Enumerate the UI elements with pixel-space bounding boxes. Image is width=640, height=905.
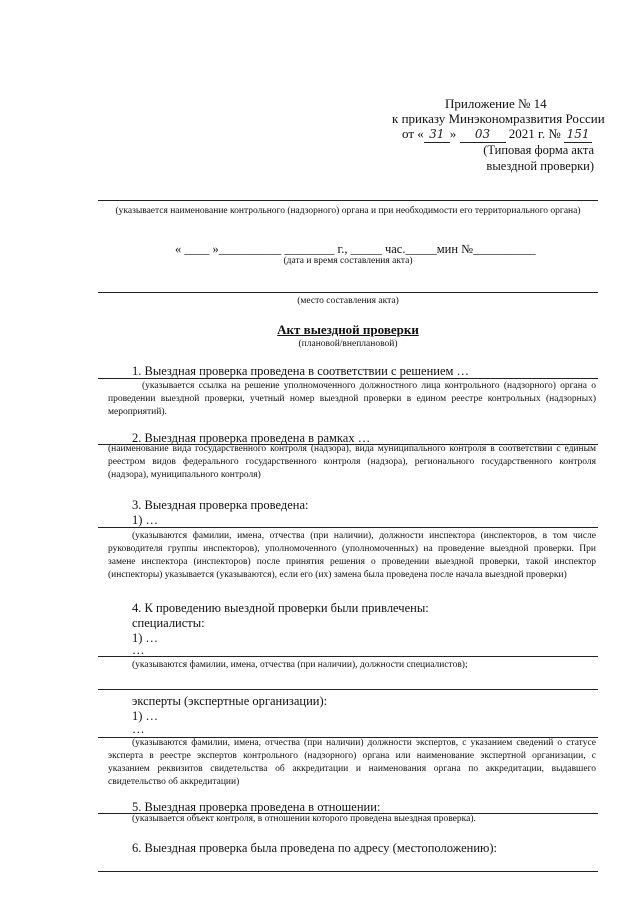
place-line xyxy=(98,292,598,293)
section4-expert-ellipsis: … xyxy=(132,722,145,736)
section1-caption: (указывается ссылка на решение уполномоченного должностного лица контрольного (надзорного) органа о проведении выездной проверки, учетный номер выездной проверки в едином реестре контрольных (надзорных) мероприятий). xyxy=(108,381,596,417)
datetime-caption: (дата и время составления акта) xyxy=(283,256,413,266)
section3-line xyxy=(98,527,598,528)
section3-title: 3. Выездная проверка проведена: xyxy=(132,498,309,512)
section4-specialists-caption: (указываются фамилии, имена, отчества (при наличии), должности специалистов); xyxy=(132,660,468,670)
section6-line xyxy=(98,871,598,872)
order-number: 151 xyxy=(564,127,592,143)
form-note xyxy=(434,142,594,174)
order-date xyxy=(402,126,592,143)
date-prefix: от « xyxy=(402,126,424,141)
section2-caption: (наименование вида государственного контроля (надзора), вида муниципального контроля в соответствии с единым реестром видов федерального государственного контроля (надзора), регионального государственного контроля (надзора), муниципального контроля) xyxy=(108,444,596,480)
form-note-line1: (Типовая форма акта xyxy=(483,143,594,157)
section4-title: 4. К проведению выездной проверки были привлечены: xyxy=(132,601,429,615)
section6-title: 6. Выездная проверка была проведена по адресу (местоположению): xyxy=(132,841,498,855)
section4-specialist-item1: 1) … xyxy=(132,631,159,645)
act-title: Акт выездной проверки xyxy=(277,322,419,337)
date-year: 2021 г. № xyxy=(508,126,561,141)
act-subtitle: (плановой/внеплановой) xyxy=(298,339,398,349)
place-caption: (место составления акта) xyxy=(297,296,399,306)
date-month: 03 xyxy=(460,127,506,143)
order-reference: к приказу Минэкономразвития России xyxy=(392,111,605,126)
section4-specialists: специалисты: xyxy=(132,616,205,630)
datetime-line: « ____ »__________ ________ г., _____ час._____мин №__________ xyxy=(175,242,536,256)
section1-title: 1. Выездная проверка проведена в соответствии с решением … xyxy=(132,364,470,378)
date-day: 31 xyxy=(424,127,450,143)
section3-item1: 1) … xyxy=(132,513,159,527)
section4-specialist-ellipsis: … xyxy=(132,643,145,657)
section2-title: 2. Выездная проверка проведена в рамках … xyxy=(132,431,371,445)
section4-experts-caption: (указываются фамилии, имена, отчества (при наличии) должности экспертов, с указанием сведений о статусе эксперта в реестре экспертов контрольного (надзорного) органа или наименование экспертной организации, с указанием реквизитов свидетельства об аккредитации и наименования органа по аккредитации, выдавшего свидетельство об аккредитации) xyxy=(108,738,596,787)
section4-specialists-line xyxy=(98,656,598,657)
section1-line xyxy=(98,378,598,379)
form-note-line2: выездной проверки) xyxy=(486,159,594,173)
section4-blank-line xyxy=(98,689,598,690)
section5-caption: (указывается объект контроля, в отношении которого проведена выездная проверка). xyxy=(132,814,476,824)
date-mid: » xyxy=(449,126,457,141)
section4-expert-item1: 1) … xyxy=(132,709,159,723)
appendix-number: Приложение № 14 xyxy=(445,96,547,111)
organ-line xyxy=(98,200,598,201)
section4-experts: эксперты (экспертные организации): xyxy=(132,694,328,708)
organ-caption: (указывается наименование контрольного (надзорного) органа и при необходимости его территориального органа) xyxy=(115,206,581,216)
section5-title: 5. Выездная проверка проведена в отношении: xyxy=(132,800,381,814)
section3-caption: (указываются фамилии, имена, отчества (при наличии), должности инспектора (инспекторов, в том числе руководителя группы инспекторов), уполномоченного (уполномоченных) на проведение выездной проверки. При замене инспектора (инспекторов) после принятия решения о проведении выездной проверки, такой инспектор (инспекторы) указывается (указываются), если его (их) замена была проведена после начала выездной проверки) xyxy=(108,531,596,580)
